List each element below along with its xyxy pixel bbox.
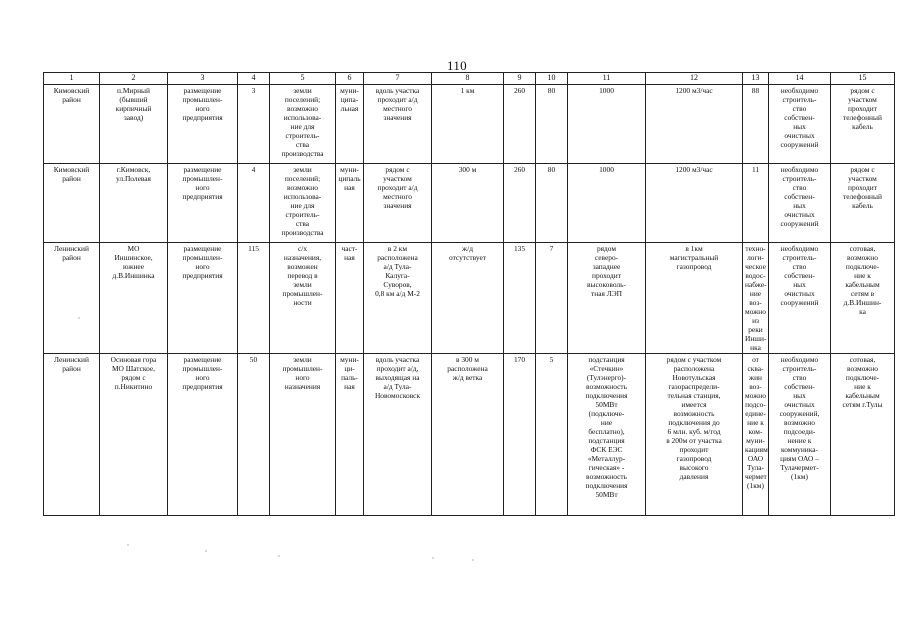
- table-cell: подстанция «Стечкин» (Тулэнерго)- возможность подключения 50МВт (подключе- ние бесплатно), подстанция ФСК ЕЭС «Металлур- гическая» - возможность подключения 50МВт: [568, 354, 646, 516]
- table-cell: 4: [238, 164, 270, 243]
- table-cell: необходимо строитель- ство собствен- ных очистных сооружений: [769, 243, 831, 354]
- column-header: 9: [504, 73, 536, 85]
- table-row: [44, 85, 895, 164]
- table-cell: 11: [743, 164, 769, 243]
- table-cell: рядом с участком проходит а/д местного значения: [364, 164, 432, 243]
- table-cell: в 1км магистральный газопровод: [646, 243, 743, 354]
- table-cell: рядом северо- западнее проходит высоковоль- тная ЛЭП: [568, 243, 646, 354]
- table-cell: с/х назначения, возможен перевод в земли промышлен- ности: [270, 243, 336, 354]
- table-cell: муни- ци- паль- ная: [336, 354, 364, 516]
- table-cell: 260: [504, 164, 536, 243]
- table-cell: 135: [504, 243, 536, 354]
- table-cell: рядом с участком проходит телефонный кабель: [831, 85, 895, 164]
- table-cell: 1 км: [432, 85, 504, 164]
- table-cell: земли поселений; возможно использова- ние для строитель- ства производства: [270, 85, 336, 164]
- table-row: [44, 243, 895, 354]
- column-header: 12: [646, 73, 743, 85]
- column-header: 1: [44, 73, 100, 85]
- table-cell: 5: [536, 354, 568, 516]
- column-header: 2: [100, 73, 168, 85]
- table-cell: 170: [504, 354, 536, 516]
- table-cell: 80: [536, 85, 568, 164]
- table-cell: част- ная: [336, 243, 364, 354]
- table-cell: рядом с участком проходит телефонный кабель: [831, 164, 895, 243]
- table-cell: Ленинский район: [44, 354, 100, 516]
- table-cell: 1200 м3/час: [646, 164, 743, 243]
- table-cell: п.Мирный (бывший кирпичный завод): [100, 85, 168, 164]
- table-cell: техно- логи- ческое водос- набже- ние воз- можно из реки Инши- нка: [743, 243, 769, 354]
- table-cell: 1000: [568, 164, 646, 243]
- table-row: [44, 164, 895, 243]
- table-cell: 1000: [568, 85, 646, 164]
- table-cell: сотовая, возможно подключе- ние к кабельным сетям в д.В.Иншин- ка: [831, 243, 895, 354]
- column-header: 11: [568, 73, 646, 85]
- table-cell: 260: [504, 85, 536, 164]
- table-cell: необходимо строитель- ство собствен- ных очистных сооружений: [769, 85, 831, 164]
- table-cell: размещение промышлен- ного предприятия: [168, 354, 238, 516]
- table-cell: земли промышлен- ного назначения: [270, 354, 336, 516]
- table-cell: Ленинский район: [44, 243, 100, 354]
- table-cell: г.Кимовск, ул.Полевая: [100, 164, 168, 243]
- table-cell: муни- ципа- льная: [336, 85, 364, 164]
- column-header: 15: [831, 73, 895, 85]
- table-cell: в 300 м расположена ж/д ветка: [432, 354, 504, 516]
- table-cell: 80: [536, 164, 568, 243]
- column-header: 5: [270, 73, 336, 85]
- table-cell: вдоль участка проходит а/д, выходящая на а/д Тула- Новомосковск: [364, 354, 432, 516]
- table-cell: земли поселений; возможно использова- ние для строитель- ства производства: [270, 164, 336, 243]
- table-cell: 3: [238, 85, 270, 164]
- table-cell: от сква- жин воз- можно подсо- едине- ние к ком- муни- кациям ОАО Тула- чермет (1км): [743, 354, 769, 516]
- table-cell: Кимовский район: [44, 85, 100, 164]
- table-cell: 50: [238, 354, 270, 516]
- table-row: [44, 354, 895, 516]
- column-header: 6: [336, 73, 364, 85]
- table-cell: 1200 м3/час: [646, 85, 743, 164]
- table-cell: в 2 км расположена а/д Тула- Калуга- Суворов, 0,8 км а/д М-2: [364, 243, 432, 354]
- column-header: 10: [536, 73, 568, 85]
- table-cell: 300 м: [432, 164, 504, 243]
- table-cell: размещение промышлен- ного предприятия: [168, 85, 238, 164]
- table-cell: ж/д отсутствует: [432, 243, 504, 354]
- table-cell: необходимо строитель- ство собствен- ных очистных сооружений: [769, 164, 831, 243]
- table-cell: сотовая, возможно подключе- ние к кабельным сетям г.Тулы: [831, 354, 895, 516]
- column-header: 8: [432, 73, 504, 85]
- column-header: 13: [743, 73, 769, 85]
- table-cell: МО Иншинское, южнее д.В.Иншинка: [100, 243, 168, 354]
- table-cell: вдоль участка проходит а/д местного значения: [364, 85, 432, 164]
- page-number: 110: [447, 58, 467, 73]
- table-cell: размещение промышлен- ного предприятия: [168, 243, 238, 354]
- table-cell: 115: [238, 243, 270, 354]
- table-cell: 88: [743, 85, 769, 164]
- table-cell: размещение промышлен- ного предприятия: [168, 164, 238, 243]
- column-header: 4: [238, 73, 270, 85]
- table-cell: муни- ципаль ная: [336, 164, 364, 243]
- column-header: 14: [769, 73, 831, 85]
- header-row: [44, 73, 895, 85]
- table-cell: Кимовский район: [44, 164, 100, 243]
- table-cell: Осиновая гора МО Шатское, рядом с п.Никитино: [100, 354, 168, 516]
- column-header: 7: [364, 73, 432, 85]
- data-table: [43, 72, 895, 516]
- table-cell: необходимо строитель- ство собствен- ных очистных сооружений, возможно подсоеди- нение к коммуника- циям ОАО – Тулачермет- (1км): [769, 354, 831, 516]
- column-header: 3: [168, 73, 238, 85]
- table-cell: рядом с участком расположена Новотульская газораспредели- тельная станция, имеется возможность подключения до 6 млн. куб. м/год в 200м от участка проходит газопровод высокого давления: [646, 354, 743, 516]
- table-cell: 7: [536, 243, 568, 354]
